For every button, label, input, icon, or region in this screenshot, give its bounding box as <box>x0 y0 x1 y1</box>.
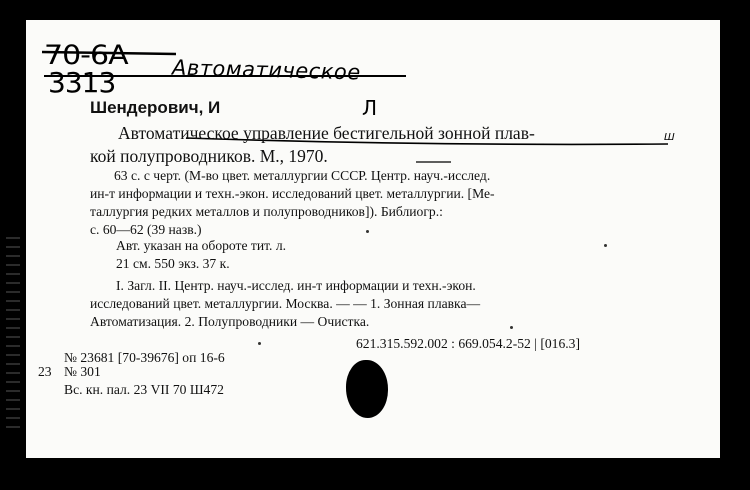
description-line: таллургия редких металлов и полупроводников]). Библиогр.: <box>90 204 443 219</box>
speck <box>366 230 369 233</box>
footer-margin-number: 23 <box>38 364 52 379</box>
title-line-1: Автоматическое управление бестигельной зонной плав- <box>118 123 535 143</box>
description-line: 21 см. 550 экз. 37 к. <box>116 256 230 271</box>
handwritten-keyword: Автоматическое <box>171 55 362 85</box>
tracing-line: исследований цвет. металлургии. Москва. — — 1. Зонная плавка— <box>90 296 481 311</box>
footer-accession: № 23681 [70-39676] оп 16-6 <box>64 350 225 365</box>
description-line: с. 60—62 (39 назв.) <box>90 222 202 237</box>
description-line: 63 с. с черт. (М-во цвет. металлургии СССР. Центр. науч.-исслед. <box>114 168 491 183</box>
handwritten-call-number: 70-6А <box>44 39 128 72</box>
description-line: ин-т информации и техн.-экон. исследований цвет. металлургии. [Ме- <box>90 186 495 201</box>
udc-classification: 621.315.592.002 : 669.054.2-52 | [016.3] <box>356 336 580 351</box>
tracing-line: Автоматизация. 2. Полупроводники — Очистка. <box>90 314 370 329</box>
speck <box>510 326 513 329</box>
scan-left-edge <box>0 0 26 490</box>
handwritten-title-mark: Ш <box>664 132 675 143</box>
author-heading: Шендерович, И <box>90 98 221 117</box>
ink-blot <box>346 360 388 418</box>
title-line-2: кой полупроводников. М., 1970. <box>90 146 328 166</box>
handwritten-author-mark: Л <box>362 96 378 120</box>
catalog-card <box>26 20 720 458</box>
description-line: Авт. указан на обороте тит. л. <box>116 238 287 253</box>
scan-noise <box>6 230 20 430</box>
footer-order-number: № 301 <box>64 364 101 379</box>
speck <box>604 244 607 247</box>
footer-chamber-stamp: Вс. кн. пал. 23 VII 70 Ш472 <box>64 382 224 397</box>
tracing-line: I. Загл. II. Центр. науч.-исслед. ин-т информации и техн.-экон. <box>116 278 476 293</box>
handwritten-card-number: 3313 <box>48 66 116 99</box>
speck <box>258 342 261 345</box>
